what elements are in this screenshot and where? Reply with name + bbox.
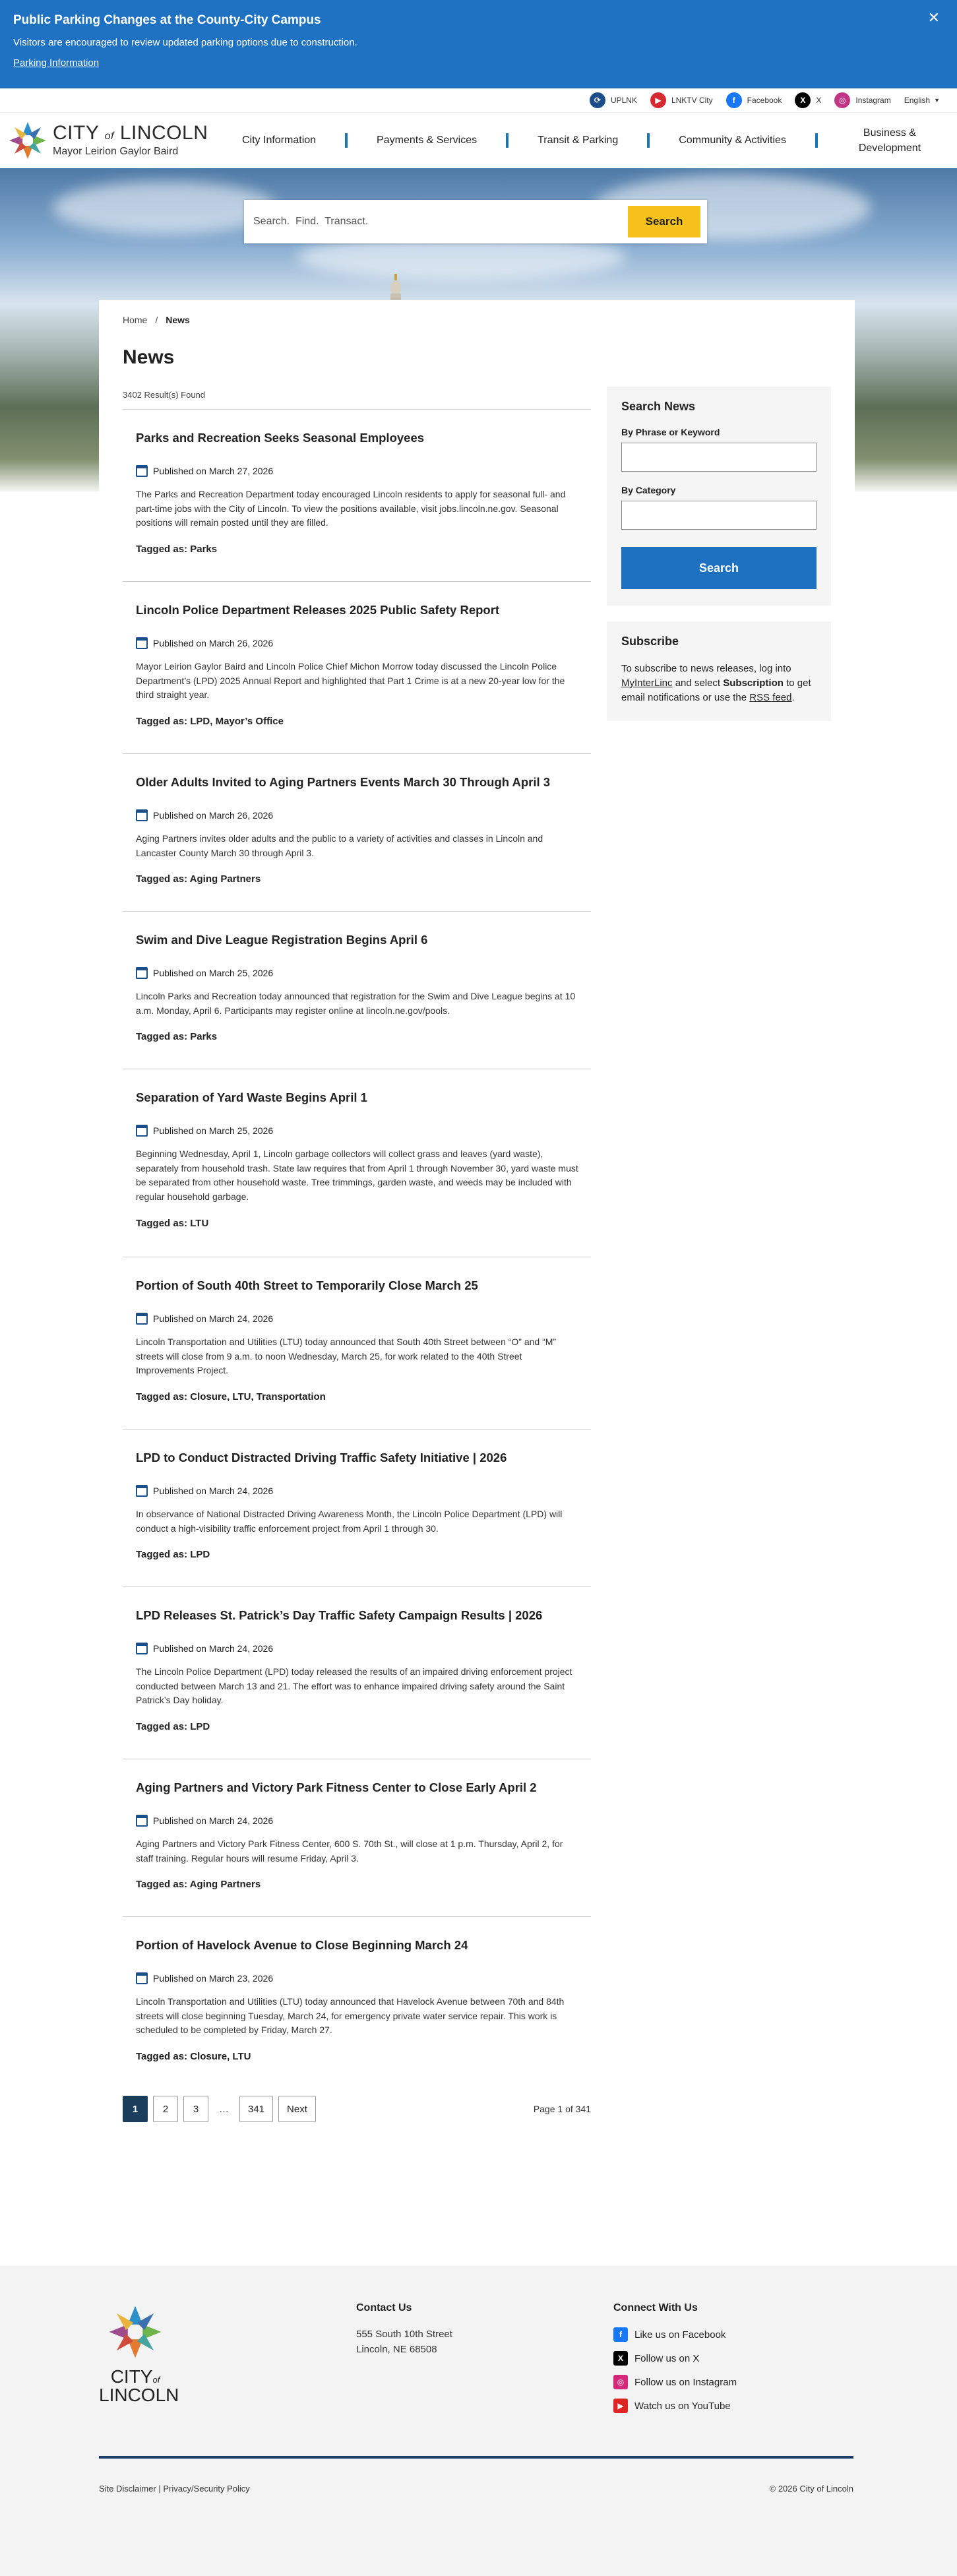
news-item-title[interactable]: Portion of South 40th Street to Temporarily Close March 25 [136, 1278, 478, 1292]
news-item-title[interactable]: Aging Partners and Victory Park Fitness Center to Close Early April 2 [136, 1780, 537, 1794]
news-item-tags: Tagged as: Parks [136, 1031, 218, 1043]
news-item-tags: Tagged as: LPD [136, 1549, 210, 1561]
footer-x-link[interactable]: X Follow us on X [613, 2351, 858, 2366]
phrase-label: By Phrase or Keyword [621, 427, 720, 437]
page-button-1[interactable]: 1 [123, 2096, 148, 2122]
nav-divider [647, 133, 650, 148]
news-item-title[interactable]: Older Adults Invited to Aging Partners Events March 30 Through April 3 [136, 775, 551, 789]
breadcrumb-current: News [166, 315, 190, 325]
subscribe-title: Subscribe [621, 635, 679, 648]
page-button-3[interactable]: 3 [183, 2096, 208, 2122]
footer-wordmark: CITYof LINCOLN [99, 2366, 179, 2405]
footer-youtube-link[interactable]: ▶ Watch us on YouTube [613, 2399, 858, 2413]
footer-link-divider: | [158, 2484, 161, 2494]
news-item [123, 1257, 591, 1429]
subscribe-panel [607, 621, 831, 721]
news-item-tags: Tagged as: Parks [136, 544, 218, 555]
social-link-instagram[interactable] [834, 92, 890, 108]
social-bar [0, 88, 957, 112]
instagram-icon: ◎ [613, 2375, 628, 2389]
social-label: Instagram [855, 96, 891, 105]
news-item-tags: Tagged as: Closure, LTU [136, 2051, 251, 2063]
sidebar [607, 387, 831, 2122]
breadcrumb [123, 300, 831, 325]
page-button-last[interactable]: 341 [239, 2096, 273, 2122]
youtube-icon: ▶ [613, 2399, 628, 2413]
city-star-logo-icon [7, 119, 49, 162]
main-nav [224, 125, 950, 156]
news-item-date: Published on March 24, 2026 [136, 1643, 579, 1654]
news-item-title[interactable]: LPD to Conduct Distracted Driving Traffic Safety Initiative | 2026 [136, 1451, 507, 1464]
facebook-icon: f [613, 2327, 628, 2342]
news-item-tags: Tagged as: Aging Partners [136, 873, 261, 885]
search-news-button[interactable]: Search [621, 547, 817, 589]
lnktv-icon: ▶ [650, 92, 666, 108]
nav-divider [815, 133, 818, 148]
category-label: By Category [621, 485, 676, 495]
calendar-icon [136, 1125, 148, 1137]
social-label: LNKTV City [671, 96, 713, 105]
footer-divider [99, 2456, 853, 2459]
news-item-summary: In observance of National Distracted Driving Awareness Month, the Lincoln Police Department (LPD) will conduct a high-visibility traffic enforcement project from April 1 through 30. [136, 1509, 563, 1534]
alert-text: Visitors are encouraged to review updated parking options due to construction. [13, 37, 357, 48]
parking-information-link[interactable]: Parking Information [13, 57, 100, 69]
news-item-title[interactable]: Swim and Dive League Registration Begins April 6 [136, 933, 428, 947]
news-item-summary: Aging Partners invites older adults and the public to a variety of activities and classes in Lincoln and Lancaster County March 30 through April 3. [136, 833, 543, 858]
social-label: Facebook [747, 96, 782, 105]
news-item-tags: Tagged as: Aging Partners [136, 1879, 261, 1891]
calendar-icon [136, 465, 148, 477]
subscribe-text: To subscribe to news releases, log into MyInterLinc and select Subscription to get email notifications or use the RSS feed. [621, 663, 811, 703]
news-item-title[interactable]: Portion of Havelock Avenue to Close Beginning March 24 [136, 1938, 468, 1952]
news-item [123, 753, 591, 911]
phrase-input[interactable] [621, 443, 817, 472]
news-item [123, 1429, 591, 1586]
page-info: Page 1 of 341 [533, 2104, 591, 2114]
x-icon: X [795, 92, 811, 108]
calendar-icon [136, 1643, 148, 1654]
news-item [123, 911, 591, 1069]
news-item [123, 581, 591, 753]
language-label: English [904, 96, 931, 105]
page-button-2[interactable]: 2 [153, 2096, 178, 2122]
news-item-date: Published on March 26, 2026 [136, 809, 579, 821]
news-list [123, 409, 591, 2122]
myinterlinc-link[interactable]: MyInterLinc [621, 677, 673, 689]
instagram-icon: ◎ [834, 92, 850, 108]
alert-banner [0, 0, 957, 88]
news-item-summary: Lincoln Transportation and Utilities (LTU) today announced that South 40th Street between “O” and “M” streets will close from 9 a.m. to noon Wednesday, March 25, for work related to the 40th Street Improvements Project. [136, 1336, 557, 1376]
pagination [123, 2096, 591, 2122]
copyright: © 2026 City of Lincoln [769, 2484, 853, 2494]
footer-bottom [99, 2484, 853, 2494]
news-item-tags: Tagged as: LTU [136, 1217, 209, 1229]
social-link-facebook[interactable] [726, 92, 782, 108]
privacy-policy-link[interactable]: Privacy/Security Policy [163, 2484, 250, 2494]
news-item-date: Published on March 23, 2026 [136, 1972, 579, 1984]
chevron-down-icon: ▼ [934, 97, 940, 104]
breadcrumb-home[interactable]: Home [123, 315, 148, 325]
page-title: News [123, 346, 175, 368]
page-ellipsis: … [219, 2103, 229, 2115]
search-news-panel [607, 387, 831, 606]
category-input[interactable] [621, 501, 817, 530]
news-item-date: Published on March 25, 2026 [136, 1125, 579, 1137]
news-item-title[interactable]: Separation of Yard Waste Begins April 1 [136, 1090, 367, 1104]
nav-payments-services[interactable]: Payments & Services [377, 135, 478, 146]
news-item [123, 1759, 591, 1916]
news-item-summary: Aging Partners and Victory Park Fitness Center, 600 S. 70th St., will close at 1 p.m. Thursday, April 2, for staff training. Regular hours will resume Friday, April 3. [136, 1838, 563, 1864]
site-search-bar [244, 200, 707, 243]
breadcrumb-separator: / [155, 315, 158, 325]
news-item-date: Published on March 24, 2026 [136, 1815, 579, 1827]
footer-facebook-link[interactable]: f Like us on Facebook [613, 2327, 858, 2342]
news-item [123, 1916, 591, 2094]
news-item-tags: Tagged as: LPD, Mayor’s Office [136, 716, 284, 728]
cloud-decoration [53, 181, 277, 234]
news-item-summary: Mayor Leirion Gaylor Baird and Lincoln Police Chief Michon Morrow today discussed the Lincoln Police Department’s (LPD) 2025 Annual Report and highlighted that Part 1 Crime is at a new 20-year low for the third straight year. [136, 661, 565, 701]
news-item-summary: The Lincoln Police Department (LPD) today released the results of an impaired driving enforcement project conducted between March 13 and 21. The effort was to enhance impaired driving safety around the Saint Patrick’s Day holiday. [136, 1666, 572, 1706]
social-label: X [816, 96, 822, 105]
social-link-uplnk[interactable] [590, 92, 637, 108]
facebook-icon: f [726, 92, 742, 108]
site-disclaimer-link[interactable]: Site Disclaimer [99, 2484, 156, 2494]
search-news-title: Search News [621, 400, 696, 413]
nav-transit-parking[interactable]: Transit & Parking [538, 135, 619, 146]
calendar-icon [136, 1313, 148, 1325]
news-content-card [99, 300, 855, 2226]
address-line-2: Lincoln, NE 68508 [356, 2343, 437, 2355]
social-link-lnktv[interactable] [650, 92, 713, 108]
news-item-title[interactable]: LPD Releases St. Patrick’s Day Traffic Safety Campaign Results | 2026 [136, 1608, 543, 1622]
calendar-icon [136, 967, 148, 979]
x-icon: X [613, 2351, 628, 2366]
nav-community-activities[interactable]: Community & Activities [679, 135, 786, 146]
footer-logo[interactable] [99, 2302, 356, 2422]
footer-instagram-link[interactable]: ◎ Follow us on Instagram [613, 2375, 858, 2389]
news-item-tags: Tagged as: LPD [136, 1721, 210, 1733]
news-item-date: Published on March 27, 2026 [136, 465, 579, 477]
news-item-summary: Beginning Wednesday, April 1, Lincoln garbage collectors will collect grass and leaves (yard waste), separately from household trash. State law requires that from April 1 through November 30, yard waste must be separated from other household waste. Tree trimmings, garden waste, and weeds may be included with regular household garbage. [136, 1148, 578, 1203]
contact-title: Contact Us [356, 2302, 412, 2313]
social-label: UPLNK [610, 96, 637, 105]
site-search-input[interactable] [253, 208, 628, 235]
calendar-icon [136, 1485, 148, 1497]
mayor-name: Mayor Leirion Gaylor Baird [53, 146, 179, 157]
language-select[interactable] [904, 96, 940, 105]
city-logo[interactable] [7, 119, 224, 162]
news-item-title[interactable]: Parks and Recreation Seeks Seasonal Employees [136, 431, 425, 445]
site-search-button[interactable]: Search [628, 206, 700, 237]
news-item-date: Published on March 26, 2026 [136, 637, 579, 649]
calendar-icon [136, 1972, 148, 1984]
news-item [123, 1586, 591, 1759]
news-item-date: Published on March 24, 2026 [136, 1313, 579, 1325]
news-item-title[interactable]: Lincoln Police Department Releases 2025 Public Safety Report [136, 603, 500, 617]
close-icon[interactable]: ✕ [927, 9, 940, 26]
calendar-icon [136, 1815, 148, 1827]
connect-title: Connect With Us [613, 2302, 698, 2313]
alert-title: Public Parking Changes at the County-City Campus [13, 13, 321, 27]
news-item-summary: The Parks and Recreation Department today encouraged Lincoln residents to apply for seasonal full- and part-time jobs with the City of Lincoln. To view the positions available, visit jobs.lincoln.ne.gov. Seasonal positions will remain posted until they are filled. [136, 489, 566, 528]
nav-city-information[interactable]: City Information [242, 135, 317, 146]
nav-business-development[interactable]: Business & Development [858, 127, 921, 154]
footer-connect [613, 2302, 858, 2422]
news-item [123, 1069, 591, 1257]
nav-divider [506, 133, 509, 148]
social-link-x[interactable] [795, 92, 821, 108]
news-item-date: Published on March 25, 2026 [136, 967, 579, 979]
news-item-summary: Lincoln Parks and Recreation today announced that registration for the Swim and Dive League begins at 10 a.m. Monday, April 6. Participants may register online at lincoln.ne.gov/pools. [136, 991, 576, 1016]
nav-divider [345, 133, 348, 148]
calendar-icon [136, 809, 148, 821]
calendar-icon [136, 637, 148, 649]
uplnk-icon: ⟳ [590, 92, 605, 108]
news-item-date: Published on March 24, 2026 [136, 1485, 579, 1497]
city-star-logo-icon [99, 2302, 171, 2362]
news-item-summary: Lincoln Transportation and Utilities (LTU) today announced that Havelock Avenue between 70th and 84th streets will close beginning Tuesday, March 24, for emergency private water service repair. This work is scheduled to be completed by Friday, March 27. [136, 1996, 565, 2036]
address-line-1: 555 South 10th Street [356, 2329, 452, 2340]
footer-contact [356, 2302, 613, 2422]
result-count: 3402 Result(s) Found [123, 390, 206, 400]
news-item-tags: Tagged as: Closure, LTU, Transportation [136, 1391, 326, 1403]
news-item [123, 409, 591, 581]
next-page-button[interactable]: Next [278, 2096, 316, 2122]
rss-feed-link[interactable]: RSS feed [749, 691, 792, 703]
site-footer [0, 2266, 957, 2576]
site-header [0, 112, 957, 168]
logo-wordmark: CITY of LINCOLN [53, 122, 208, 144]
